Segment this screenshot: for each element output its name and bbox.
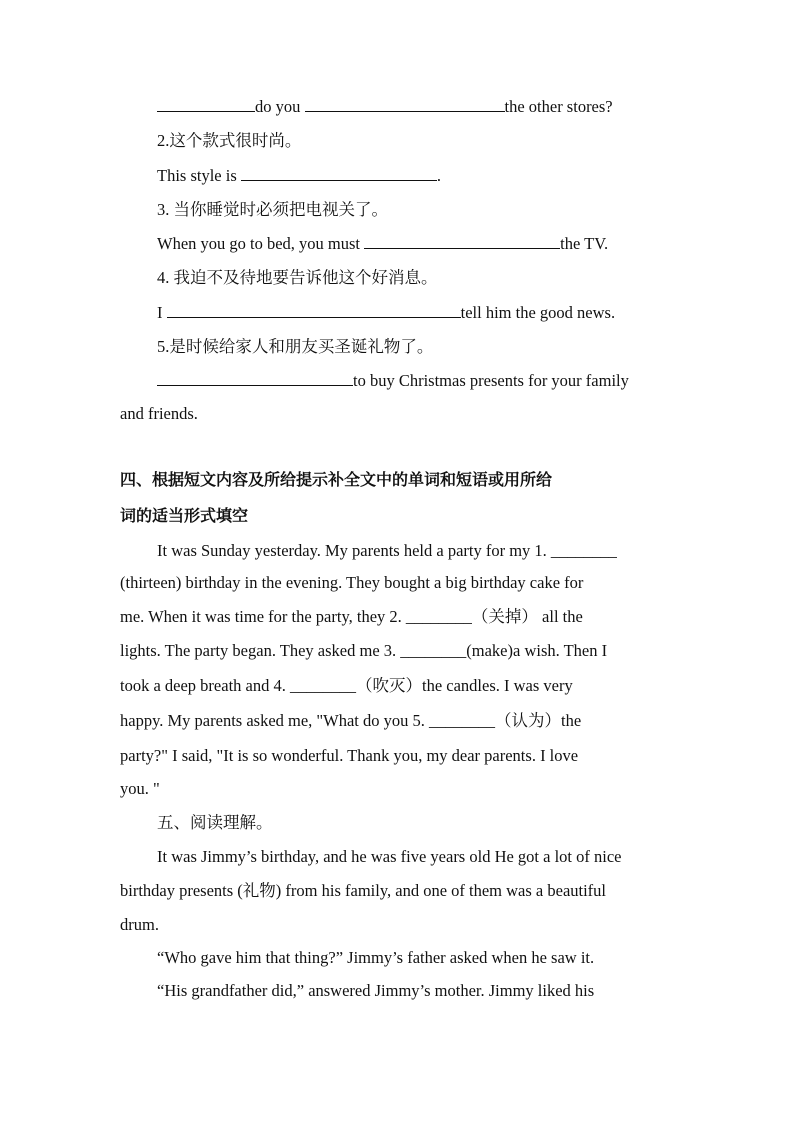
section4-text-line: lights. The party began. They asked me 3. ________(make)a wish. Then I [120,641,608,660]
item3-chinese: 3. 当你睡觉时必须把电视关了。 [157,200,388,219]
section4-heading-line2: 词的适当形式填空 [120,506,249,525]
item5-english: to buy Christmas presents for your family [157,370,629,392]
section4-text-line: (thirteen) birthday in the evening. They bought a big birthday cake for [120,573,584,592]
item2-chinese: 2.这个款式很时尚。 [157,131,302,150]
section4-text-line: you. " [120,779,160,798]
answer-blank[interactable] [157,96,255,112]
section4-heading-line1: 四、根据短文内容及所给提示补全文中的单词和短语或用所给 [120,470,553,489]
item3-english: When you go to bed, you must the TV. [157,234,609,253]
section5-text-line: drum. [120,915,159,934]
section4-text-line: happy. My parents asked me, "What do you 5. ________（认为）the [120,711,582,730]
item1-line2: do you the other stores? [157,96,613,118]
section5-text-line: birthday presents (礼物) from his family, and one of them was a beautiful [120,881,607,900]
item5-chinese: 5.是时候给家人和朋友买圣诞礼物了。 [157,337,434,356]
section4-text-line: It was Sunday yesterday. My parents held a party for my 1. ________ [157,541,617,560]
section4-text-line: party?" I said, "It is so wonderful. Thank you, my dear parents. I love [120,746,579,765]
section5-text-line: “His grandfather did,” answered Jimmy’s mother. Jimmy liked his [157,981,595,1000]
item5-english-cont: and friends. [120,404,198,423]
section5-text-line: It was Jimmy’s birthday, and he was five years old He got a lot of nice [157,847,622,866]
answer-blank[interactable] [157,370,353,386]
answer-blank[interactable] [167,302,461,318]
answer-blank[interactable] [305,96,505,112]
item4-chinese: 4. 我迫不及待地要告诉他这个好消息。 [157,268,438,287]
section4-text-line: me. When it was time for the party, they 2. ________（关掉） all the [120,607,583,626]
answer-blank[interactable] [241,165,437,181]
section5-text-line: “Who gave him that thing?” Jimmy’s father asked when he saw it. [157,948,595,967]
item2-english: This style is . [157,166,442,185]
section4-text-line: took a deep breath and 4. ________（吹灭）the candles. I was very [120,676,573,695]
answer-blank[interactable] [364,233,560,249]
item4-english: I tell him the good news. [157,303,616,322]
section5-heading: 五、阅读理解。 [157,813,273,832]
